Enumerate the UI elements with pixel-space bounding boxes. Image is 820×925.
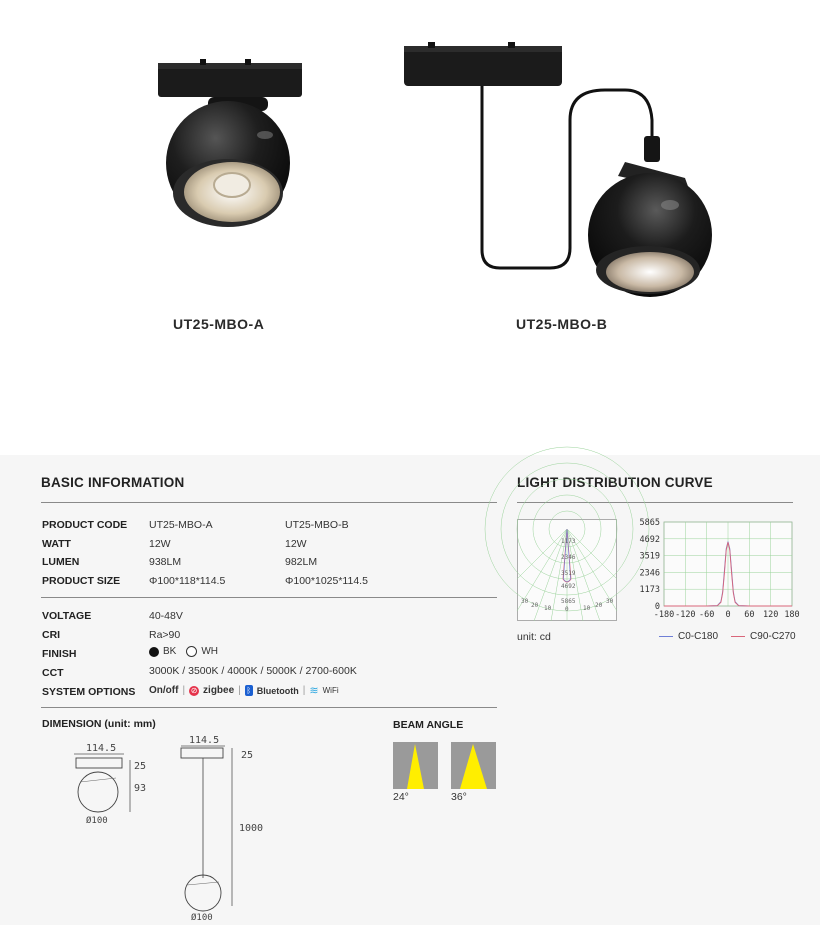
y-tick-label: 4692 xyxy=(639,534,660,545)
product-name-b: UT25-MBO-B xyxy=(516,316,608,332)
product-name-a: UT25-MBO-A xyxy=(173,316,265,332)
y-tick-label: 0 xyxy=(654,602,660,612)
dim-a-diameter: Ø100 xyxy=(86,816,108,826)
polar-label: 3519 xyxy=(561,570,576,577)
watt-a: 12W xyxy=(149,538,171,550)
polar-label: 5865 xyxy=(561,598,576,605)
finish-options xyxy=(149,646,218,657)
divider xyxy=(41,597,497,598)
basic-information-title: BASIC INFORMATION xyxy=(41,475,185,490)
product-code-b: UT25-MBO-B xyxy=(285,519,349,531)
product-size-a: Φ100*118*114.5 xyxy=(149,575,226,587)
x-tick-label: 180 xyxy=(784,610,800,620)
product-size-label: PRODUCT SIZE xyxy=(42,575,121,587)
polar-label: 4692 xyxy=(561,583,576,590)
wifi-icon: ≋ xyxy=(309,685,319,697)
zigbee-option: zigbee xyxy=(203,685,235,696)
product-code-label: PRODUCT CODE xyxy=(42,519,128,531)
dimension-drawing-a xyxy=(60,738,160,830)
beam-36-icon xyxy=(451,742,496,789)
finish-option-wh: WH xyxy=(201,646,219,657)
polar-label: 2346 xyxy=(561,554,576,561)
polar-angle: 30 xyxy=(521,598,529,605)
product-size-b: Φ100*1025*114.5 xyxy=(285,575,368,587)
divider xyxy=(517,502,793,503)
zigbee-icon: ⊘ xyxy=(190,685,198,695)
dimension-drawing-b xyxy=(175,730,285,925)
beam-angle-24: 24° xyxy=(393,791,409,803)
cct-value: 3000K / 3500K / 4000K / 5000K / 2700-600K xyxy=(149,665,357,677)
separator: | xyxy=(182,685,186,696)
legend-label-c90: C90-C270 xyxy=(750,631,796,642)
x-tick-label: -120 xyxy=(675,610,696,620)
unit-label: unit: cd xyxy=(517,631,551,643)
cri-value: Ra>90 xyxy=(149,629,181,641)
y-tick-label: 3519 xyxy=(639,551,660,562)
watt-b: 12W xyxy=(285,538,307,550)
finish-option-bk: BK xyxy=(163,646,177,657)
x-tick-label: 120 xyxy=(762,610,779,620)
product-image-b xyxy=(400,40,720,300)
dimension-title: DIMENSION (unit: mm) xyxy=(42,718,156,730)
chart-legend xyxy=(659,631,796,642)
polar-angle: 10 xyxy=(583,605,591,612)
x-tick-label: 60 xyxy=(744,610,755,620)
voltage-label: VOLTAGE xyxy=(42,610,92,622)
lumen-b: 982LM xyxy=(285,556,318,568)
bluetooth-option: Bluetooth xyxy=(256,685,299,696)
product-image-a xyxy=(150,55,310,235)
y-tick-label: 1173 xyxy=(639,585,660,596)
legend-swatch-c0 xyxy=(659,636,673,637)
polar-angle: 20 xyxy=(531,602,539,609)
lumen-label: LUMEN xyxy=(42,556,80,568)
polar-angle: 30 xyxy=(606,598,614,605)
product-code-a: UT25-MBO-A xyxy=(149,519,213,531)
polar-angle: 10 xyxy=(544,605,552,612)
separator: | xyxy=(238,685,241,696)
polar-angle: 0 xyxy=(565,606,569,613)
polar-angle: 20 xyxy=(595,602,603,609)
divider xyxy=(41,502,497,503)
polar-distribution-chart xyxy=(517,519,617,621)
system-options-values xyxy=(149,684,339,697)
watt-label: WATT xyxy=(42,538,71,550)
bluetooth-icon: ᛒ xyxy=(246,686,252,695)
onoff-option: On/off xyxy=(149,685,179,696)
cct-label: CCT xyxy=(42,667,64,679)
beam-24-icon xyxy=(393,742,438,789)
dim-a-width: 114.5 xyxy=(86,743,117,754)
white-swatch-icon xyxy=(186,646,197,657)
intensity-line-chart xyxy=(628,516,798,622)
dim-b-length: 1000 xyxy=(239,823,264,834)
polar-label: 1173 xyxy=(561,538,576,545)
finish-label: FINISH xyxy=(42,648,77,660)
y-tick-label: 5865 xyxy=(639,518,660,528)
system-options-label: SYSTEM OPTIONS xyxy=(42,686,136,698)
legend-swatch-c90 xyxy=(731,636,745,637)
cri-label: CRI xyxy=(42,629,61,641)
black-swatch-icon xyxy=(149,647,159,657)
dim-a-height: 93 xyxy=(134,783,147,794)
separator: | xyxy=(302,685,306,696)
dim-a-top: 25 xyxy=(134,761,147,772)
dim-b-diameter: Ø100 xyxy=(191,913,213,923)
beam-angle-36: 36° xyxy=(451,791,467,803)
wifi-option: WiFi xyxy=(322,686,339,695)
dim-b-top: 25 xyxy=(241,750,254,761)
light-distribution-title: LIGHT DISTRIBUTION CURVE xyxy=(517,475,713,490)
beam-angle-title: BEAM ANGLE xyxy=(393,719,464,731)
voltage-value: 40-48V xyxy=(149,610,183,622)
x-tick-label: 0 xyxy=(725,610,731,620)
divider xyxy=(41,707,497,708)
x-tick-label: -180 xyxy=(653,610,675,620)
dim-b-width: 114.5 xyxy=(189,735,220,746)
legend-label-c0: C0-C180 xyxy=(678,631,719,642)
y-tick-label: 2346 xyxy=(639,568,660,579)
lumen-a: 938LM xyxy=(149,556,182,568)
x-tick-label: -60 xyxy=(698,610,715,620)
